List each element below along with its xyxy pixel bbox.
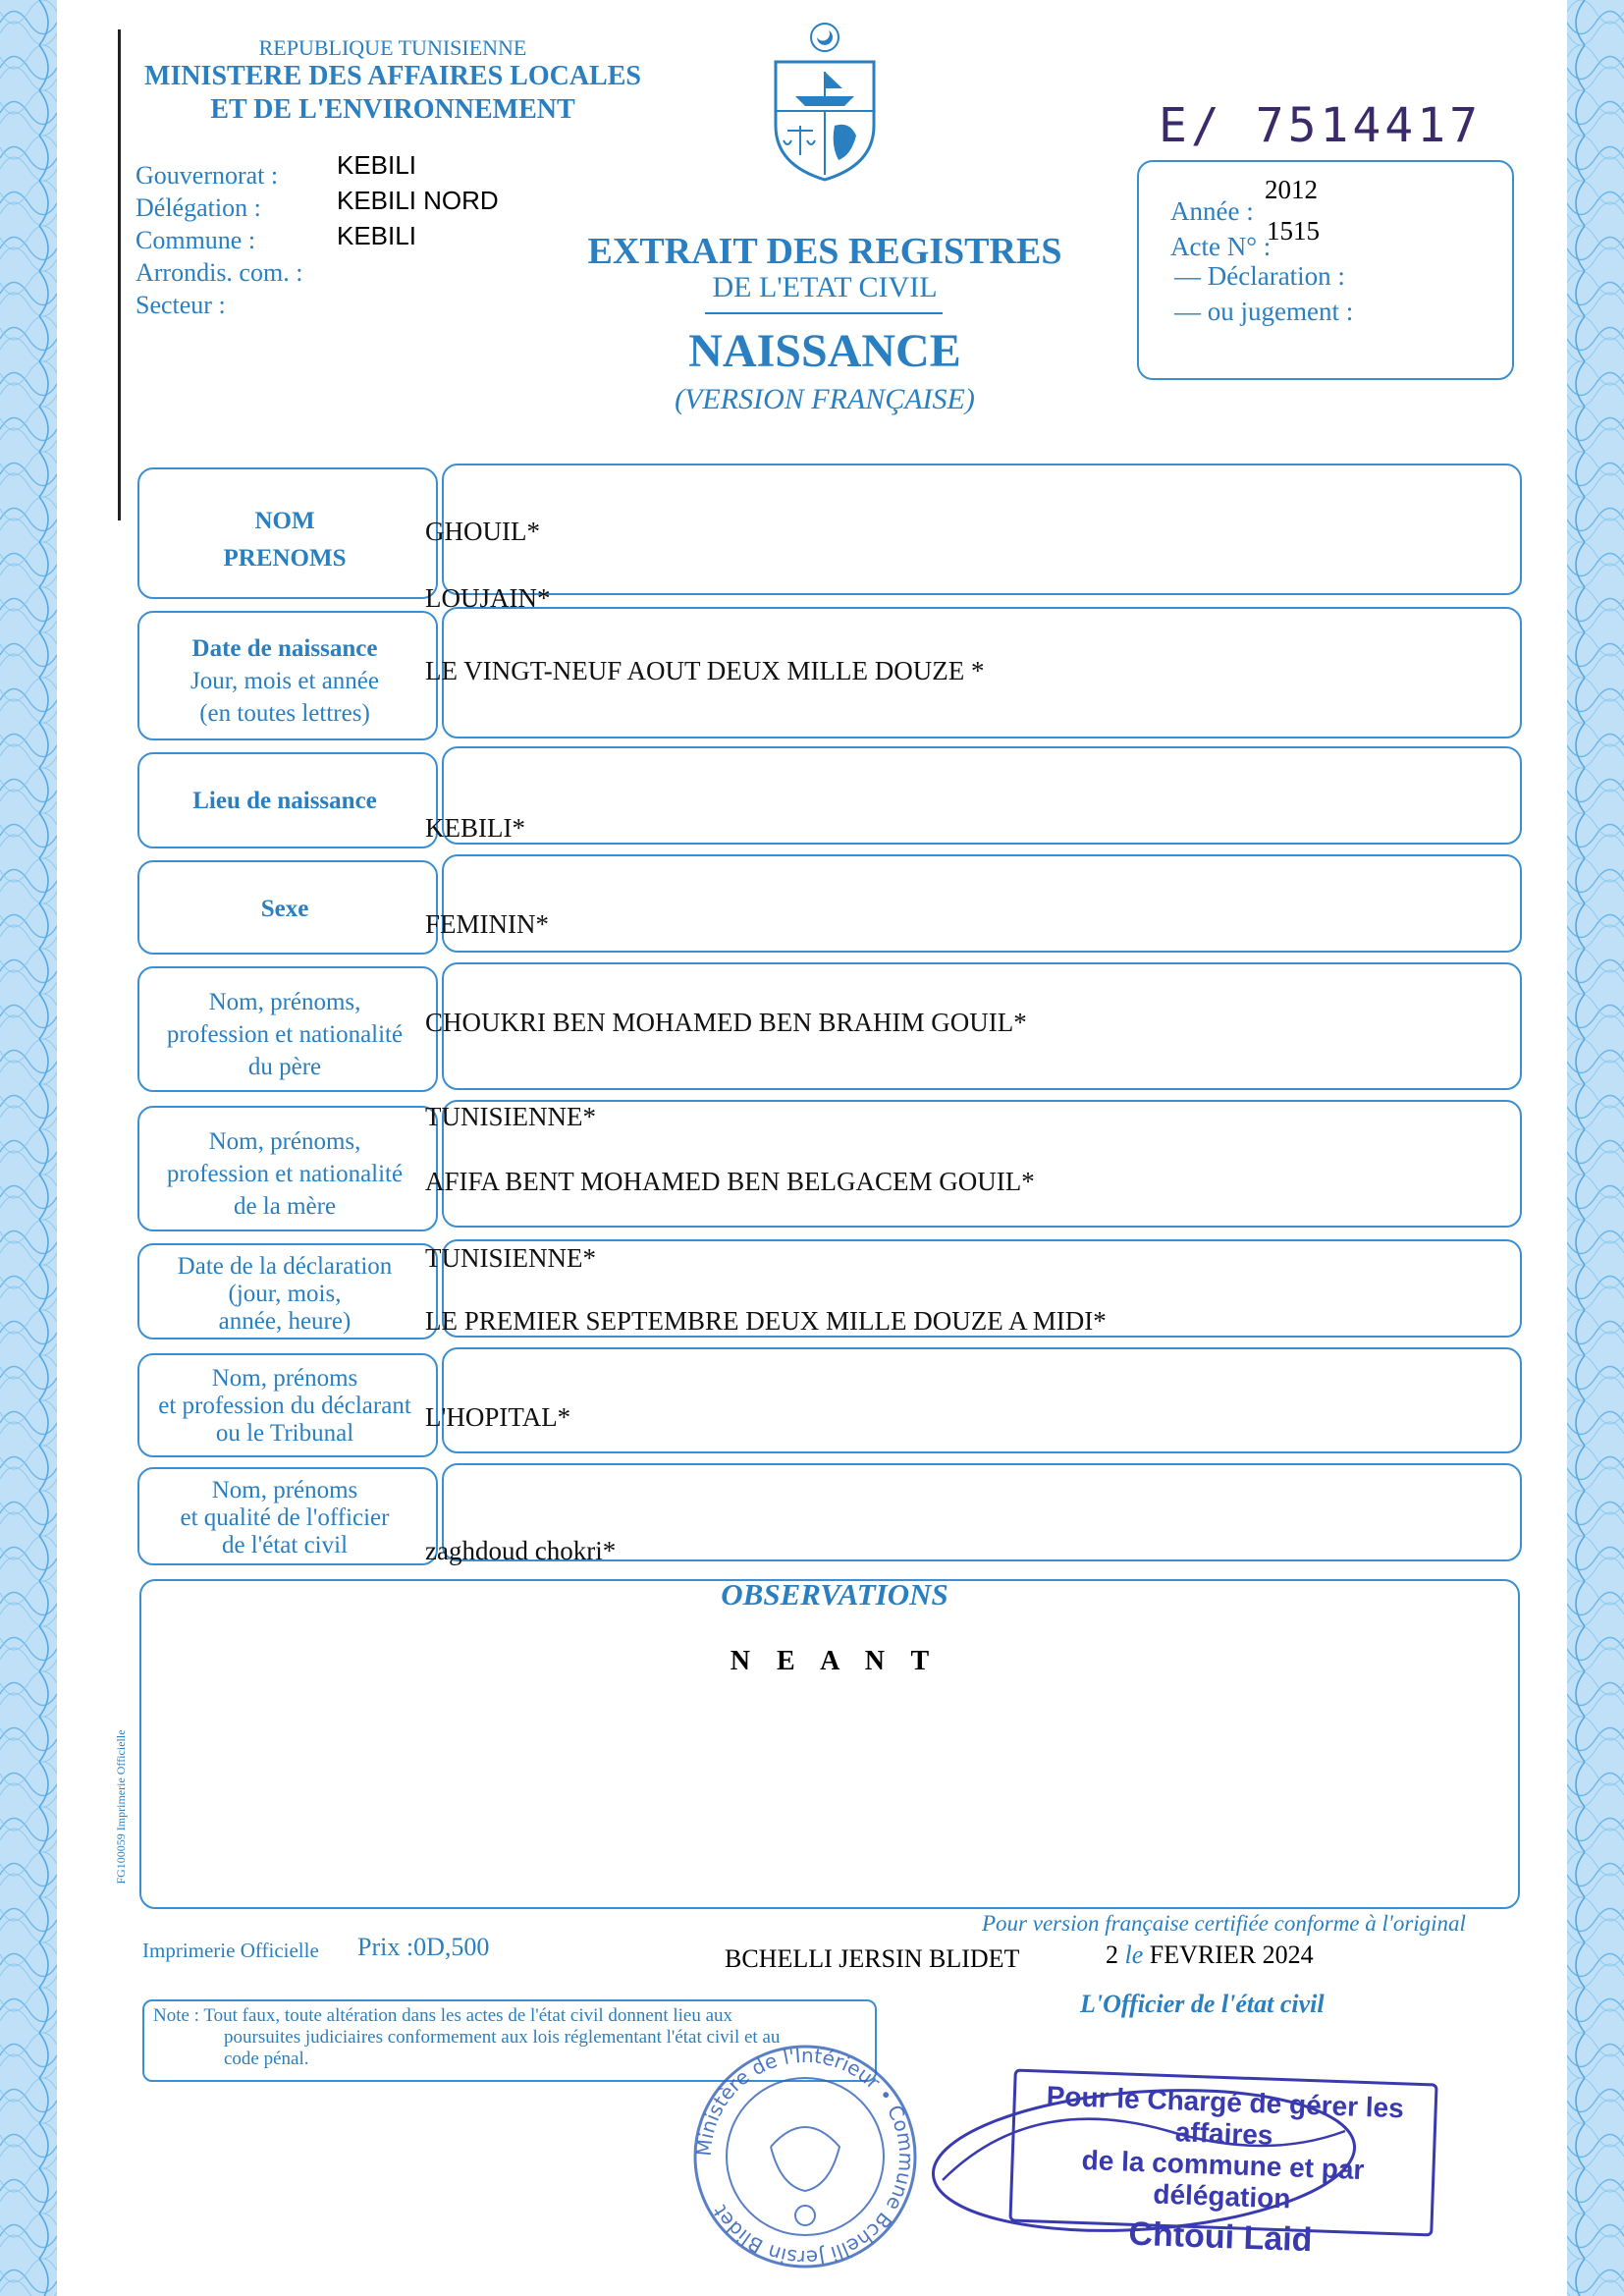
- title-naissance: NAISSANCE: [688, 325, 961, 377]
- footer-officier: L'Officier de l'état civil: [1080, 1990, 1325, 2018]
- value-mere: AFIFA BENT MOHAMED BEN BELGACEM GOUIL*: [425, 1167, 1035, 1196]
- label-nom: NOM: [254, 508, 315, 534]
- label-declarant-line2: et profession du déclarant: [158, 1393, 411, 1419]
- label-mere: [137, 1125, 432, 1223]
- ministere-line2: ET DE L'ENVIRONNEMENT: [210, 94, 575, 125]
- left-guilloche-border: [0, 0, 57, 2296]
- handwritten-signature: [913, 2072, 1375, 2259]
- row-box-mere-value: [442, 1100, 1522, 1228]
- label-prenoms: PRENOMS: [223, 545, 347, 572]
- label-declaration-line1: Date de la déclaration: [177, 1253, 393, 1280]
- admin-labels: [135, 159, 302, 321]
- value-sexe: FEMININ*: [425, 909, 549, 939]
- republique-label: REPUBLIQUE TUNISIENNE: [258, 35, 527, 60]
- seal-ring-text: Ministère de l'Intérieur • Commune Bchelli Jersin Blidet: [691, 2043, 919, 2270]
- row-box-declarant-value: [442, 1347, 1522, 1453]
- value-declarant: L'HOPITAL*: [425, 1402, 571, 1432]
- row-box-nom-value: [442, 464, 1522, 595]
- value-date-naissance: LE VINGT-NEUF AOUT DEUX MILLE DOUZE *: [425, 656, 985, 685]
- row-box-sexe-value: [442, 854, 1522, 953]
- admin-label-gouvernorat: Gouvernorat :: [135, 161, 279, 190]
- footer-prix: Prix :0D,500: [357, 1933, 490, 1961]
- label-officier-line3: de l'état civil: [221, 1532, 349, 1558]
- value-officier: zaghdoud chokri*: [425, 1536, 617, 1565]
- ministere-line1: MINISTERE DES AFFAIRES LOCALES: [144, 61, 641, 91]
- header-vertical-rule: [118, 29, 121, 520]
- admin-value-delegation: KEBILI NORD: [337, 186, 499, 215]
- declaration-label: — Déclaration :: [1174, 261, 1345, 291]
- label-pere: [137, 986, 432, 1083]
- label-date-naissance-line3: (en toutes lettres): [199, 700, 370, 727]
- label-declaration-line3: année, heure): [218, 1308, 352, 1335]
- value-prenoms: LOUJAIN*: [425, 583, 551, 613]
- stamp-line3: Chtoui Laid: [1127, 2214, 1314, 2260]
- label-mere-line2: profession et nationalité: [166, 1161, 404, 1187]
- observations-value: N E A N T: [730, 1646, 940, 1676]
- footer-imprimerie: Imprimerie Officielle: [142, 1939, 319, 1962]
- label-nom-prenoms: [137, 503, 432, 577]
- stamp-line2: de la commune et par délégation: [1081, 2144, 1365, 2214]
- admin-value-gouvernorat: KEBILI: [337, 150, 416, 180]
- note-line2: poursuites judiciaires conformement aux lois réglementant l'état civil et au: [224, 2027, 781, 2048]
- label-mere-line1: Nom, prénoms,: [208, 1128, 361, 1155]
- observations-title: OBSERVATIONS: [721, 1577, 948, 1612]
- note-line3: code pénal.: [224, 2049, 309, 2069]
- municipal-round-seal: [687, 2039, 923, 2274]
- annee-value: 2012: [1265, 175, 1318, 204]
- observations-box: [139, 1579, 1520, 1909]
- label-pere-line1: Nom, prénoms,: [208, 989, 361, 1015]
- footer-date-rest: FEVRIER 2024: [1149, 1941, 1314, 1969]
- label-pere-line2: profession et nationalité: [166, 1021, 404, 1048]
- label-officier-line2: et qualité de l'officier: [180, 1504, 390, 1531]
- admin-label-arrondissement: Arrondis. com. :: [135, 258, 303, 287]
- admin-label-delegation: Délégation :: [135, 193, 261, 222]
- footer-certifiee: Pour version française certifiée conforme à l'original: [982, 1911, 1466, 1936]
- label-declarant-line1: Nom, prénoms: [211, 1365, 358, 1392]
- footer-signataire: BCHELLI JERSIN BLIDET: [725, 1944, 1020, 1973]
- label-date-naissance-title: Date de naissance: [191, 635, 378, 662]
- side-note-text: FG100059 Imprimerie Officielle: [114, 1729, 128, 1885]
- title-underline: [705, 312, 943, 314]
- label-pere-line3: du père: [247, 1054, 322, 1080]
- annee-label: Année :: [1170, 196, 1254, 226]
- tunisia-coat-of-arms: [766, 18, 884, 185]
- value-pere: CHOUKRI BEN MOHAMED BEN BRAHIM GOUIL*: [425, 1008, 1027, 1037]
- label-lieu-naissance: Lieu de naissance: [192, 788, 377, 814]
- title-etat-civil: DE L'ETAT CIVIL: [712, 271, 938, 303]
- admin-label-commune: Commune :: [135, 226, 256, 254]
- value-nom: GHOUIL*: [425, 517, 540, 546]
- label-declarant-line3: ou le Tribunal: [215, 1420, 354, 1447]
- row-box-lieu-value: [442, 746, 1522, 845]
- value-declaration: LE PREMIER SEPTEMBRE DEUX MILLE DOUZE A MIDI*: [425, 1306, 1107, 1336]
- footer-date-day: 2: [1106, 1941, 1118, 1969]
- label-date-naissance-line2: Jour, mois et année: [189, 668, 379, 694]
- serial-number: E/ 7514417: [1159, 98, 1482, 153]
- value-pere-nationalite: TUNISIENNE*: [425, 1102, 596, 1131]
- note-line1: Note : Tout faux, toute altération dans les actes de l'état civil donnent lieu aux: [153, 2005, 733, 2026]
- label-date-naissance: [137, 632, 432, 730]
- value-lieu-naissance: KEBILI*: [425, 813, 525, 843]
- label-declaration: [137, 1253, 432, 1336]
- label-sexe: Sexe: [260, 896, 309, 922]
- label-mere-line3: de la mère: [233, 1193, 337, 1220]
- label-officier-line1: Nom, prénoms: [211, 1477, 358, 1503]
- footer-date-le: le: [1124, 1941, 1144, 1969]
- stamp-line1: Pour le Chargé de gérer les affaires: [1046, 2080, 1405, 2151]
- acte-value: 1515: [1267, 216, 1320, 246]
- label-declaration-line2: (jour, mois,: [228, 1281, 342, 1307]
- footer-date: [1106, 1941, 1314, 1970]
- title-version: (VERSION FRANÇAISE): [675, 383, 975, 415]
- value-mere-nationalite: TUNISIENNE*: [425, 1243, 596, 1273]
- admin-values: [337, 147, 499, 253]
- admin-value-commune: KEBILI: [337, 221, 416, 250]
- acte-label: Acte N° :: [1170, 232, 1272, 261]
- label-officier: [137, 1477, 432, 1559]
- label-declarant: [137, 1365, 432, 1448]
- right-guilloche-border: [1567, 0, 1624, 2296]
- jugement-label: — ou jugement :: [1174, 297, 1354, 326]
- title-extrait: EXTRAIT DES REGISTRES: [587, 231, 1062, 272]
- admin-label-secteur: Secteur :: [135, 291, 226, 319]
- note-text: [153, 2005, 780, 2070]
